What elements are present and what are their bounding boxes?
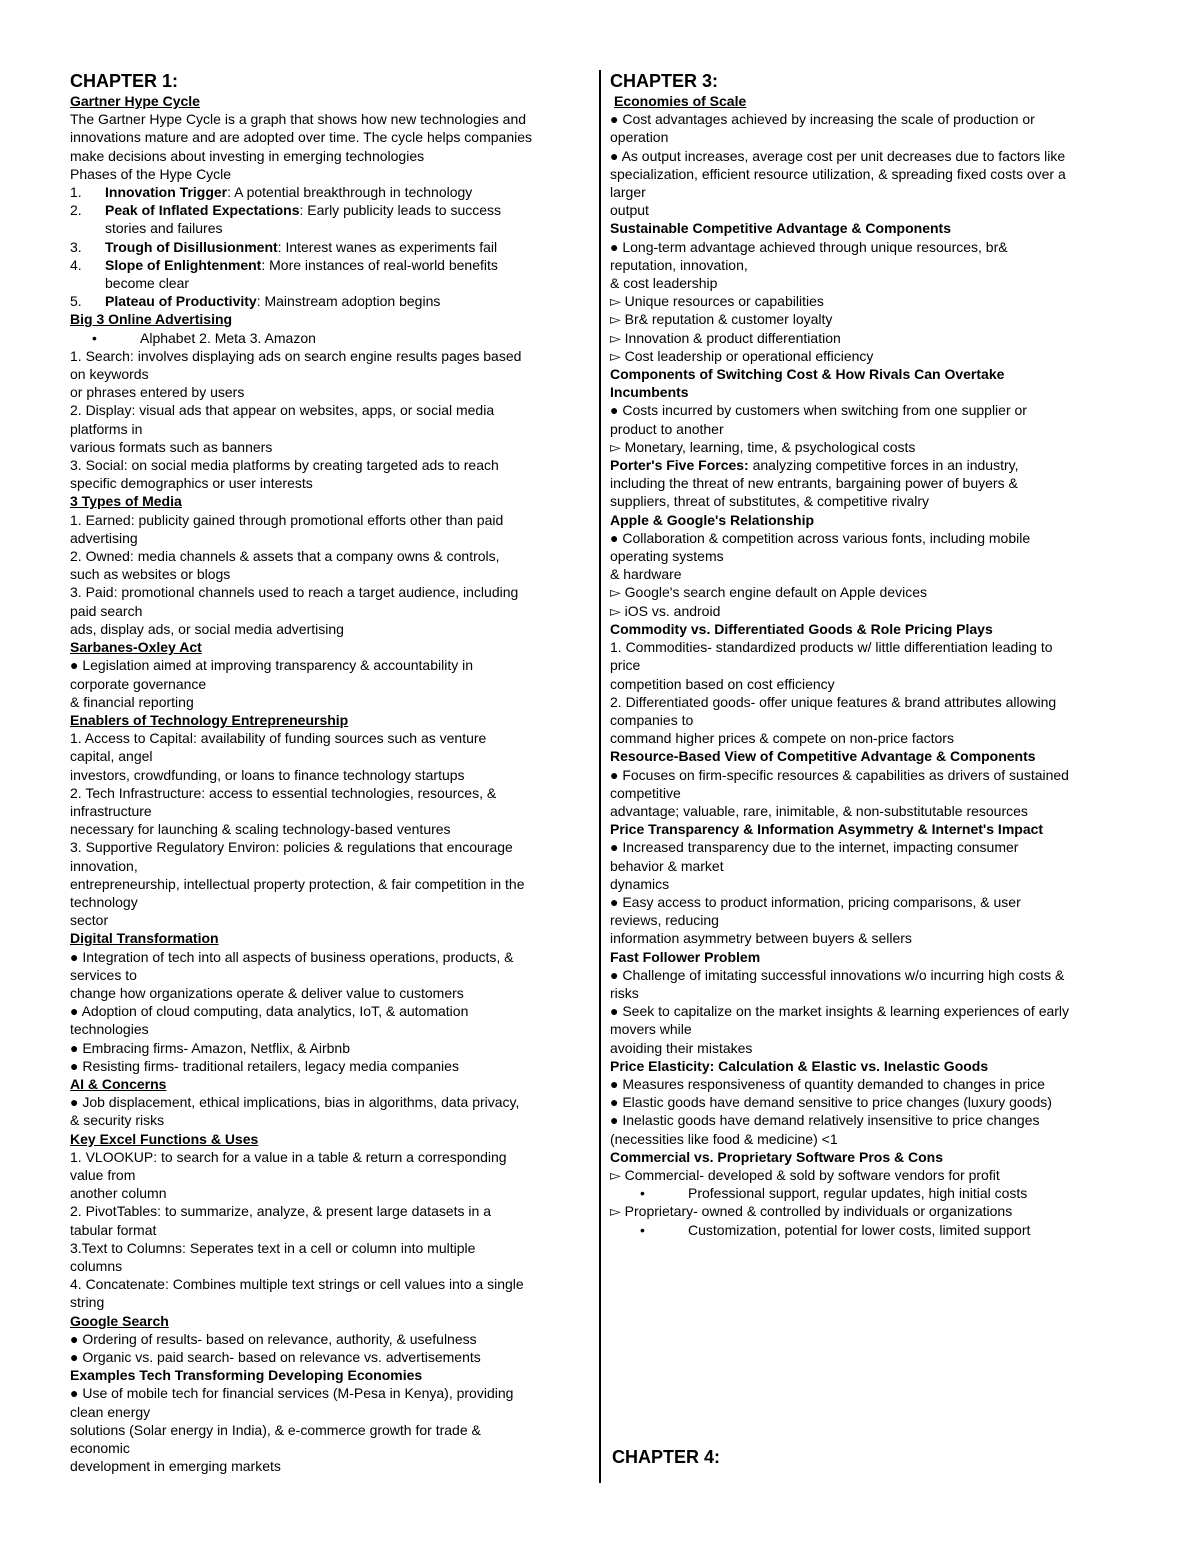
gartner-body: [70, 110, 590, 183]
text-line: solutions (Solar energy in India), & e-commerce growth for trade &: [70, 1421, 481, 1438]
phase-number: 5.: [70, 293, 82, 310]
text-line: suppliers, threat of substitutes, & competitive rivalry: [610, 493, 930, 510]
bullet-dot: •: [640, 1221, 645, 1238]
phase-number: 3.: [70, 238, 82, 255]
text-line: companies to: [610, 711, 694, 728]
big3-heading: Big 3 Online Advertising: [70, 311, 233, 328]
text-line: technologies: [70, 1021, 149, 1038]
text-line: 3.Text to Columns: Seperates text in a cell or column into multiple: [70, 1239, 476, 1256]
text-line: tabular format: [70, 1221, 157, 1238]
text-line: ● Inelastic goods have demand relatively insensitive to price changes: [610, 1112, 1040, 1129]
text-line: ▻ Br& reputation & customer loyalty: [610, 311, 833, 328]
text-line: ● Collaboration & competition across various fonts, including mobile: [610, 529, 1031, 546]
text-line: ● Integration of tech into all aspects of business operations, products, &: [70, 948, 514, 965]
text-line: 1. Earned: publicity gained through promotional efforts other than paid: [70, 511, 504, 528]
eos-lines: [610, 110, 1140, 219]
text-line: The Gartner Hype Cycle is a graph that shows how new technologies and: [70, 111, 527, 128]
text-line: 1. Search: involves displaying ads on search engine results pages based: [70, 347, 522, 364]
text-line: paid search: [70, 602, 143, 619]
text-line: ● Embracing firms- Amazon, Netflix, & Airbnb: [70, 1039, 350, 1056]
text-line: ● Increased transparency due to the internet, impacting consumer: [610, 839, 1019, 856]
sox-lines: [70, 656, 590, 711]
text-line: ● Costs incurred by customers when switching from one supplier or: [610, 402, 1027, 419]
phase-term: Slope of Enlightenment: [105, 256, 262, 273]
text-line: & financial reporting: [70, 693, 194, 710]
text-line: & cost leadership: [610, 275, 718, 292]
phase-desc: : Mainstream adoption begins: [256, 293, 441, 310]
big3-lines: [70, 347, 590, 493]
excel-heading: Key Excel Functions & Uses: [70, 1130, 259, 1147]
rbv-heading: Resource-Based View of Competitive Advantage & Components: [610, 748, 1036, 765]
text-line: command higher prices & compete on non-price factors: [610, 730, 954, 747]
digital-heading: Digital Transformation: [70, 930, 219, 947]
text-line: innovations mature and are adopted over time. The cycle helps companies: [70, 129, 533, 146]
text-line: entrepreneurship, intellectual property protection, & fair competition in the: [70, 875, 525, 892]
text-line: (necessities like food & medicine) <1: [610, 1130, 838, 1147]
text-line: larger: [610, 184, 646, 201]
text-line: reputation, innovation,: [610, 256, 748, 273]
text-line: risks: [610, 984, 639, 1001]
hype-phases-list: [70, 183, 590, 310]
examples-heading: Examples Tech Transforming Developing Economies: [70, 1367, 423, 1384]
chapter-4-heading: CHAPTER 4:: [612, 1447, 721, 1467]
text-line: on keywords: [70, 366, 149, 383]
right-column: [610, 70, 1140, 1239]
text-line: movers while: [610, 1021, 692, 1038]
phase-text: [105, 201, 501, 219]
phase-desc: : A potential breakthrough in technology: [227, 184, 473, 201]
sca-heading: Sustainable Competitive Advantage & Components: [610, 220, 951, 237]
text-line: 3. Paid: promotional channels used to reach a target audience, including: [70, 584, 519, 601]
text-line: reviews, reducing: [610, 912, 719, 929]
text-line: ▻ Commercial- developed & sold by software vendors for profit: [610, 1166, 1000, 1183]
sox-heading: Sarbanes-Oxley Act: [70, 639, 202, 656]
text-line: ▻ Proprietary- owned & controlled by individuals or organizations: [610, 1203, 1013, 1220]
text-line: 4. Concatenate: Combines multiple text strings or cell values into a single: [70, 1276, 524, 1293]
switching-lines: [610, 401, 1140, 456]
text-line: behavior & market: [610, 857, 724, 874]
commodity-lines: [610, 638, 1140, 747]
text-line: 1. VLOOKUP: to search for a value in a table & return a corresponding: [70, 1148, 507, 1165]
text-line: specific demographics or user interests: [70, 475, 313, 492]
phase-text: [105, 238, 497, 256]
phase-term: Innovation Trigger: [105, 184, 228, 201]
text-line: & security risks: [70, 1112, 165, 1129]
text-line: ▻ Cost leadership or operational efficiency: [610, 347, 874, 364]
text-line: infrastructure: [70, 802, 152, 819]
text-line: ● Resisting firms- traditional retailers, legacy media companies: [70, 1057, 459, 1074]
phase-cont: become clear: [105, 275, 190, 292]
text-line: ▻ Unique resources or capabilities: [610, 293, 824, 310]
text-line: 2. Differentiated goods- offer unique features & brand attributes allowing: [610, 693, 1057, 710]
text-line: string: [70, 1294, 105, 1311]
software-heading: Commercial vs. Proprietary Software Pros & Cons: [610, 1148, 943, 1165]
text-line: capital, angel: [70, 748, 153, 765]
phase-desc: : Interest wanes as experiments fail: [277, 238, 498, 255]
chapter-3-heading: CHAPTER 3:: [610, 71, 719, 91]
excel-lines: [70, 1148, 590, 1312]
text-line: ● Elastic goods have demand sensitive to price changes (luxury goods): [610, 1094, 1052, 1111]
phase-item: [70, 238, 590, 256]
text-line: corporate governance: [70, 675, 207, 692]
price-transparency-heading: Price Transparency & Information Asymmetry & Internet's Impact: [610, 821, 1044, 838]
text-line: value from: [70, 1166, 136, 1183]
text-line: ▻ Monetary, learning, time, & psychological costs: [610, 438, 916, 455]
media-lines: [70, 511, 590, 638]
text-line: platforms in: [70, 420, 143, 437]
phase-term: Peak of Inflated Expectations: [105, 202, 300, 219]
text-line: various formats such as banners: [70, 438, 273, 455]
text-line: ● Organic vs. paid search- based on relevance vs. advertisements: [70, 1349, 481, 1366]
phase-text: [105, 183, 472, 201]
phase-number: 4.: [70, 256, 82, 273]
text-line: ● Legislation aimed at improving transparency & accountability in: [70, 657, 473, 674]
chapter-1-heading: CHAPTER 1:: [70, 71, 179, 91]
bullet-text: Customization, potential for lower costs, limited support: [688, 1221, 1031, 1238]
text-line: services to: [70, 966, 137, 983]
price-lines: [610, 838, 1140, 947]
software-bullet: [610, 1184, 1140, 1202]
gartner-heading: Gartner Hype Cycle: [70, 93, 200, 109]
text-line: ● Job displacement, ethical implications, bias in algorithms, data privacy,: [70, 1094, 520, 1111]
phase-item: [70, 183, 590, 201]
text-line: economic: [70, 1440, 130, 1457]
ai-heading: AI & Concerns: [70, 1075, 167, 1092]
text-line: ● Measures responsiveness of quantity demanded to changes in price: [610, 1075, 1045, 1092]
text-line: or phrases entered by users: [70, 384, 245, 401]
text-line: advertising: [70, 529, 138, 546]
text-line: avoiding their mistakes: [610, 1039, 753, 1056]
phase-item: [70, 201, 590, 219]
text-line: 3. Social: on social media platforms by creating targeted ads to reach: [70, 457, 499, 474]
text-line: ads, display ads, or social media advertising: [70, 620, 344, 637]
ai-lines: [70, 1093, 590, 1129]
text-line: 2. Owned: media channels & assets that a company owns & controls,: [70, 548, 500, 565]
apple-lines: [610, 529, 1140, 620]
text-line: another column: [70, 1185, 167, 1202]
text-line: Phases of the Hype Cycle: [70, 165, 232, 182]
text-line: output: [610, 202, 649, 219]
text-line: 2. Tech Infrastructure: access to essential technologies, resources, &: [70, 784, 497, 801]
examples-lines: [70, 1384, 590, 1475]
eos-heading: Economies of Scale: [614, 93, 747, 109]
digital-lines: [70, 948, 590, 1075]
text-line: including the threat of new entrants, bargaining power of buyers &: [610, 475, 1018, 492]
text-line: ● Ordering of results- based on relevance, authority, & usefulness: [70, 1330, 477, 1347]
phase-term: Plateau of Productivity: [105, 293, 257, 310]
phase-text: [105, 292, 440, 310]
bullet-text: Professional support, regular updates, high initial costs: [688, 1185, 1028, 1202]
big3-bullet: [70, 329, 590, 347]
elasticity-heading: Price Elasticity: Calculation & Elastic vs. Inelastic Goods: [610, 1057, 989, 1074]
text-line: investors, crowdfunding, or loans to finance technology startups: [70, 766, 465, 783]
text-line: operation: [610, 129, 669, 146]
enablers-lines: [70, 729, 590, 929]
text-line: ● Focuses on firm-specific resources & capabilities as drivers of sustained: [610, 766, 1069, 783]
porter-heading: Porter's Five Forces:: [610, 457, 749, 474]
text-line: 1. Commodities- standardized products w/ little differentiation leading to: [610, 639, 1053, 656]
text-line: necessary for launching & scaling technology-based ventures: [70, 821, 451, 838]
text-line: such as websites or blogs: [70, 566, 231, 583]
switching-heading-cont: Incumbents: [610, 384, 689, 401]
phase-desc: : Early publicity leads to success: [299, 202, 502, 219]
text-line: 2. PivotTables: to summarize, analyze, & present large datasets in a: [70, 1203, 491, 1220]
text-line: specialization, efficient resource utilization, & spreading fixed costs over a: [610, 165, 1066, 182]
text-line: competitive: [610, 784, 681, 801]
text-line: price: [610, 657, 641, 674]
text-line: ● Adoption of cloud computing, data analytics, IoT, & automation: [70, 1003, 469, 1020]
text-line: technology: [70, 893, 138, 910]
phase-text: [105, 256, 498, 274]
text-line: make decisions about investing in emerging technologies: [70, 147, 425, 164]
text-line: ● Challenge of imitating successful innovations w/o incurring high costs &: [610, 966, 1065, 983]
text-line: operating systems: [610, 548, 724, 565]
bullet-dot: •: [640, 1185, 645, 1202]
text-line: change how organizations operate & deliver value to customers: [70, 984, 464, 1001]
sca-lines: [610, 238, 1140, 365]
text-line: dynamics: [610, 875, 670, 892]
text-line: competition based on cost efficiency: [610, 675, 835, 692]
rbv-lines: [610, 766, 1140, 821]
phase-number: 2.: [70, 202, 82, 219]
text-line: ● As output increases, average cost per unit decreases due to factors like: [610, 147, 1066, 164]
text-line: clean energy: [70, 1403, 151, 1420]
text-line: ● Cost advantages achieved by increasing the scale of production or: [610, 111, 1035, 128]
text-line: innovation,: [70, 857, 138, 874]
phase-item: [70, 292, 590, 310]
apple-google-heading: Apple & Google's Relationship: [610, 511, 815, 528]
column-divider: [599, 70, 601, 1483]
text-line: ● Long-term advantage achieved through unique resources, br&: [610, 238, 1008, 255]
text-line: ▻ Innovation & product differentiation: [610, 329, 841, 346]
phase-desc: : More instances of real-world benefits: [261, 256, 498, 273]
porter-first-line: [610, 456, 1140, 474]
text-line: & hardware: [610, 566, 682, 583]
text-line: ● Seek to capitalize on the market insights & learning experiences of early: [610, 1003, 1070, 1020]
fast-lines: [610, 966, 1140, 1057]
text-line: columns: [70, 1258, 123, 1274]
text-line: ▻ iOS vs. android: [610, 602, 721, 619]
elastic-lines: [610, 1075, 1140, 1148]
fast-follower-heading: Fast Follower Problem: [610, 948, 761, 965]
media-heading: 3 Types of Media: [70, 493, 182, 510]
software-bullet: [610, 1221, 1140, 1239]
bullet-dot: •: [92, 329, 97, 346]
text-line: advantage; valuable, rare, inimitable, & non-substitutable resources: [610, 802, 1028, 819]
text-line: product to another: [610, 420, 724, 437]
text-line: development in emerging markets: [70, 1458, 281, 1475]
commodity-heading: Commodity vs. Differentiated Goods & Role Pricing Plays: [610, 620, 993, 637]
google-heading: Google Search: [70, 1312, 169, 1329]
text-line: analyzing competitive forces in an industry,: [748, 457, 1019, 474]
text-line: ● Easy access to product information, pricing comparisons, & user: [610, 893, 1021, 910]
text-line: information asymmetry between buyers & sellers: [610, 930, 912, 947]
enablers-heading: Enablers of Technology Entrepreneurship: [70, 711, 349, 728]
text-line: 3. Supportive Regulatory Environ: policies & regulations that encourage: [70, 839, 513, 856]
text-line: ● Use of mobile tech for financial services (M-Pesa in Kenya), providing: [70, 1385, 514, 1402]
google-lines: [70, 1330, 590, 1366]
switching-heading: Components of Switching Cost & How Rivals Can Overtake: [610, 366, 1005, 383]
text-line: ▻ Google's search engine default on Apple devices: [610, 584, 927, 601]
phase-number: 1.: [70, 184, 82, 201]
phase-term: Trough of Disillusionment: [105, 238, 278, 255]
phase-item: [70, 256, 590, 274]
left-column: [70, 70, 590, 1475]
text-line: sector: [70, 912, 109, 929]
text-line: 1. Access to Capital: availability of funding sources such as venture: [70, 730, 487, 747]
bullet-text: Alphabet 2. Meta 3. Amazon: [140, 329, 316, 346]
text-line: 2. Display: visual ads that appear on websites, apps, or social media: [70, 402, 495, 419]
phase-cont: stories and failures: [105, 220, 223, 237]
